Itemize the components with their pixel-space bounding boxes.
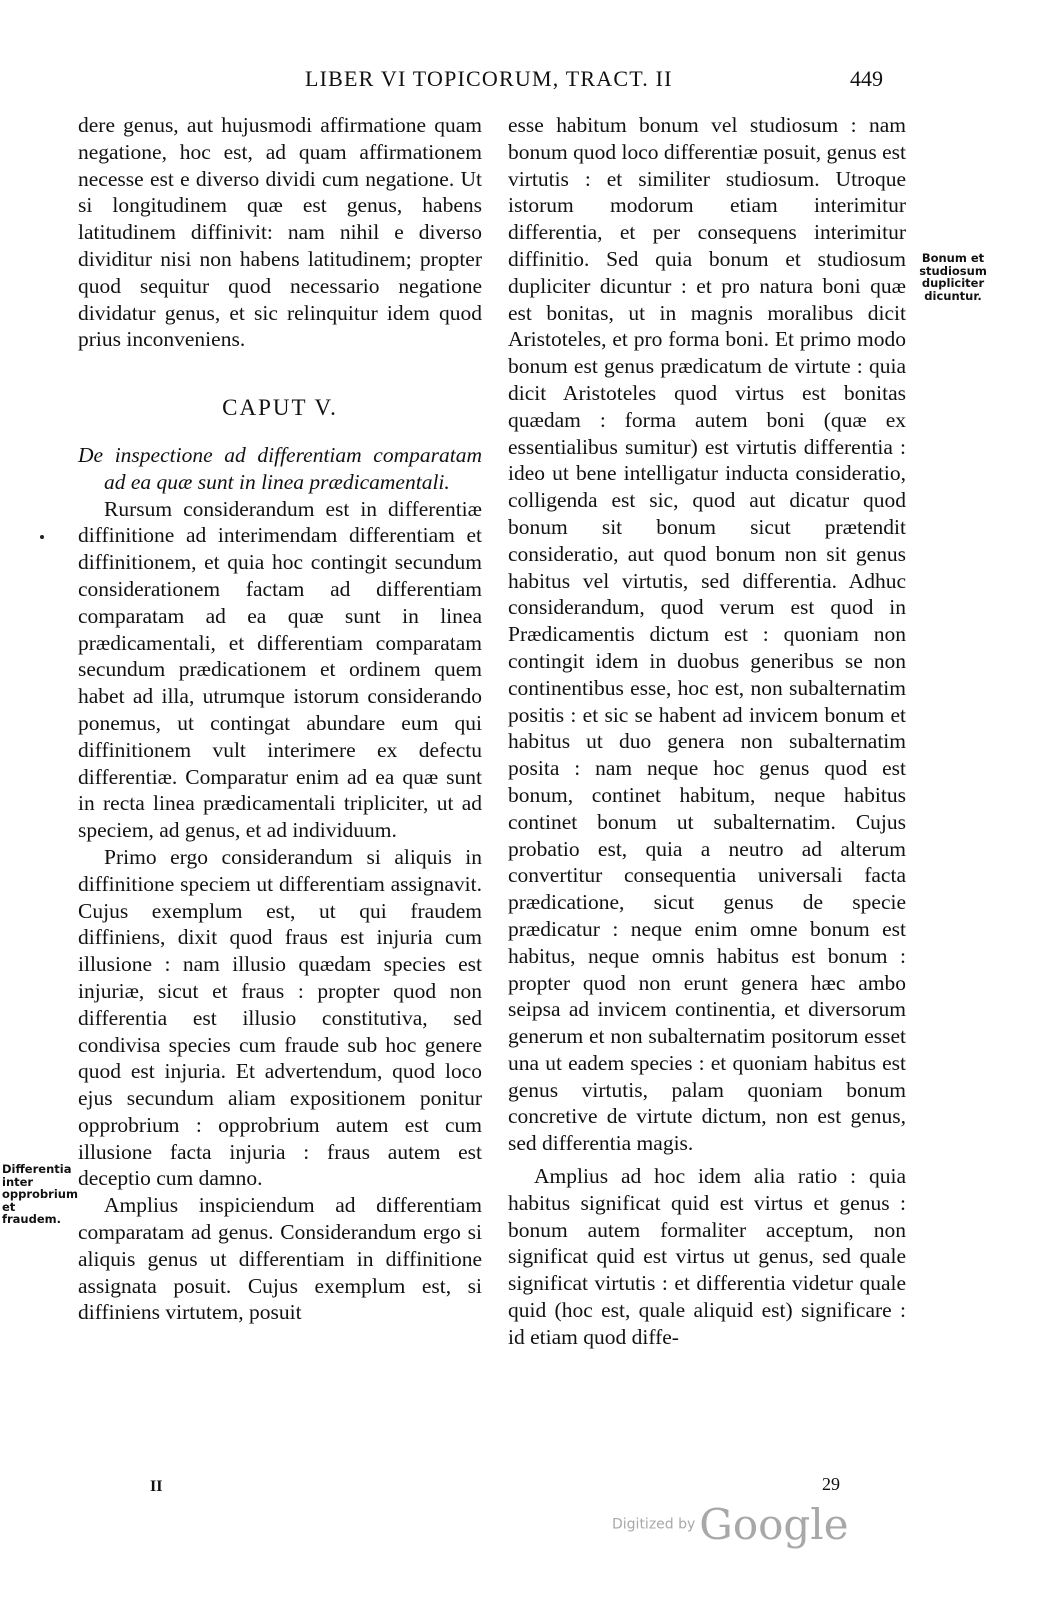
ink-speck bbox=[40, 535, 44, 539]
margin-note-left: Differentia inter opprobrium et fraudem. bbox=[2, 1162, 78, 1226]
digitization-watermark bbox=[612, 1500, 849, 1549]
left-paragraph-2: Rursum considerandum est in differentiæ diffinitione ad interimendam differentiam et diffinitionem, et quia hoc contingit secundum considerationem factam ad differentiam comparatam ad ea quæ sunt in linea prædicamentali, et differentiam comparatam secundum prædicationem et ordinem quem habet ad illa, utrumque istorum considerando ponemus, ut contingat abundare eum qui diffinitionem vult interimere ex defectu differentiæ. Comparatur enim ad ea quæ sunt in recta linea prædicamentali tripliciter, ut ad speciem, ad genus, et ad individuum. bbox=[78, 496, 482, 843]
margin-note-right: Bonum et studiosum dupliciter dicuntur. bbox=[919, 251, 987, 303]
right-paragraph-1: esse habitum bonum vel studiosum : nam bonum quod loco differentiæ posuit, genus est virtutis : et similiter studiosum. Utroque istorum modorum etiam interimitur differentia, et per consequens interimitur diffinitio. Sed quia bonum et studiosum dupliciter dicuntur : et pro natura boni quæ est bonitas, ut in magnis moralibus dicit Aristoteles, et pro forma boni. Et primo modo bonum est genus prædicatum de virtute : quia dicit Aristoteles quod virtus est bonitas quædam : forma autem boni (quæ ex essentialibus sumitur) est virtutis differentia : ideo ut bene intelligatur inducta consideratio, colligenda est sic, quod aut dicatur quod bonum sit bonum sicut prætendit consideratio, aut quod bonum non sit genus habitus vel virtutis, sed differentia. Adhuc considerandum, quod verum est quod in Prædicamentis dictum est : quoniam non contingit idem in duobus generibus se non continentibus esse, hoc est, non subalternatim positis : et sic se habent ad invicem bonum et habitus ut duo genera non subalternatim posita : nam neque hoc genus quod est bonum, continet habitum, neque habitus continet bonum ut subalternatim. Cujus probatio est, quia a neutro ad alterum convertitur consequentia universali facta prædicatione, sicut genus de specie prædicatur : neque enim omne bonum est habitus, neque omnis habitus est bonum : propter quod non erunt genera hæc ambo seipsa ad invicem continentia, et diversorum generum et non subalternatim positorum esset una ut eadem species : et quoniam habitus est genus virtutis, palam quoniam bonum concretive de virtute dictum, non est genus, sed differentia magis. bbox=[508, 113, 906, 1156]
left-paragraph-4: Amplius inspiciendum ad differentiam comparatam ad genus. Considerandum ergo si aliquis genus ut differentiam in diffinitione assignata posuit. Cujus exemplum est, si diffiniens virtutem, posuit bbox=[78, 1193, 482, 1325]
left-paragraph-3: Primo ergo considerandum si aliquis in diffinitione speciem ut differentiam assignavit. Cujus exemplum est, ut qui fraudem diffiniens, dixit quod fraus est injuria cum illusione : nam illusio quædam species est injuriæ, sicut et fraus : propter quod non differentia est illusio constitutiva, sed condivisa species cum fraude sub hoc genere quod est injuria. Et advertendum, quod loco ejus secundum aliam expositionem ponitur opprobrium : opprobrium autem est cum illusione facta injuria : fraus autem est deceptio cum damno. bbox=[78, 844, 482, 1191]
chapter-title: CAPUT V. bbox=[222, 395, 338, 421]
signature-mark: II bbox=[150, 1478, 163, 1495]
watermark-prefix: Digitized by bbox=[612, 1516, 696, 1533]
watermark-brand: Google bbox=[699, 1500, 849, 1549]
running-title: LIBER VI TOPICORUM, TRACT. II bbox=[305, 66, 673, 91]
left-paragraph-1: dere genus, aut hujusmodi affirmatione quam negatione, hoc est, ad quam affirmationem necesse est e diverso dividi cum negatione. Ut si longitudinem quæ est genus, habens latitudinem diffinivit: nam nihil e diverso dividitur nisi non habens latitudinem; propter quod sequitur quod necessario negatione dividatur genus, et sic relinquitur idem quod prius inconveniens. bbox=[78, 113, 482, 352]
page-header bbox=[0, 66, 1064, 100]
right-column bbox=[508, 112, 906, 1351]
left-column bbox=[78, 112, 482, 1326]
right-paragraph-2: Amplius ad hoc idem alia ratio : quia habitus significat quid est virtus et genus : bonum autem formaliter acceptum, non significat quid est virtus ut genus, sed quale significat virtutis : et differentia videtur quale quid (hoc est, quale aliquid est) significare : id etiam quod diffe- bbox=[508, 1164, 906, 1349]
page-number: 449 bbox=[850, 66, 883, 91]
chapter-subtitle: De inspectione ad differentiam comparatam ad ea quæ sunt in linea prædicamentali. bbox=[78, 442, 482, 494]
sheet-number: 29 bbox=[822, 1474, 840, 1494]
